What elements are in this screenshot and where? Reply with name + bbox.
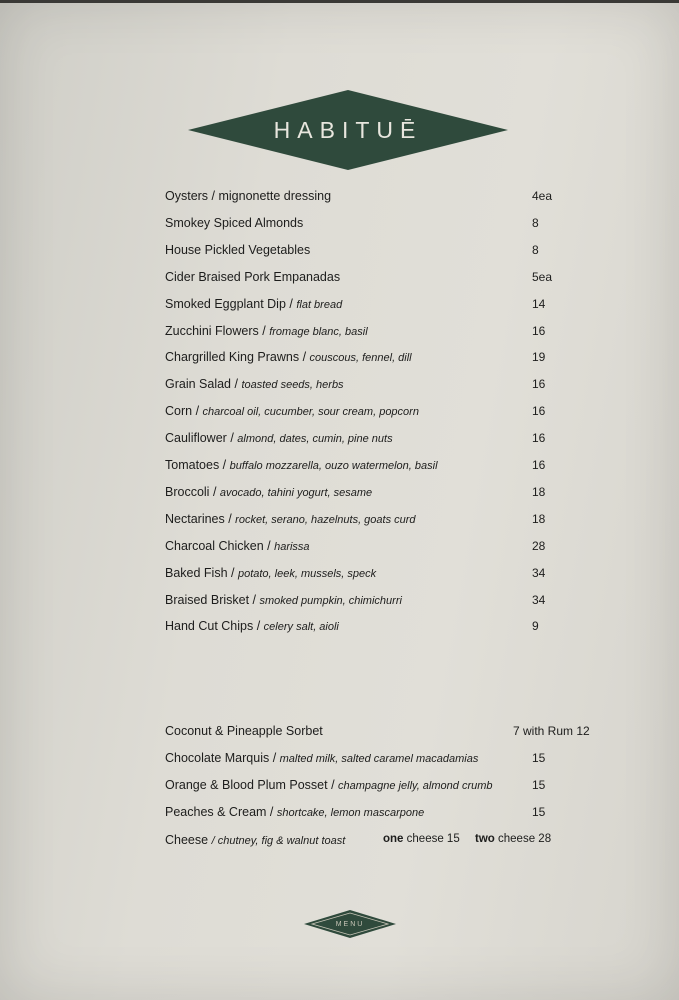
item-price: 16 (532, 431, 546, 446)
item-desc: fromage blanc, basil (269, 325, 368, 338)
item-name: Broccoli (165, 484, 210, 499)
item-name: Tomatoes (165, 458, 220, 472)
item-price: 34 (532, 592, 546, 607)
item-name: House Pickled Vegetables (165, 242, 311, 257)
item-separator: / (299, 350, 310, 365)
item-desc: couscous, fennel, dill (309, 352, 412, 365)
item-price: 9 (532, 619, 539, 634)
menu-item (165, 297, 525, 311)
item-price: 5ea (532, 269, 553, 284)
item-name: Smoked Eggplant Dip (165, 296, 286, 311)
item-price: 16 (532, 377, 546, 392)
item-desc: celery salt, aioli (263, 621, 339, 634)
menu-item (165, 216, 525, 230)
item-name: Oysters (165, 189, 209, 203)
menu-item (165, 593, 525, 607)
item-separator: / (269, 751, 280, 765)
menu-item (165, 377, 525, 391)
item-name: Corn (165, 404, 193, 419)
item-name: Grain Salad (165, 377, 232, 392)
item-desc: harissa (274, 540, 310, 553)
brand-logo (188, 90, 508, 170)
item-desc: toasted seeds, herbs (241, 379, 344, 392)
item-desc: avocado, tahini yogurt, sesame (219, 486, 373, 499)
cheese-one-price: one cheese 15 (383, 833, 460, 845)
top-edge (0, 0, 679, 3)
item-desc: smoked pumpkin, chimichurri (259, 594, 402, 607)
item-desc: charcoal oil, cucumber, sour cream, popcorn (202, 406, 419, 419)
item-separator: / (219, 458, 230, 472)
item-desc: shortcake, lemon mascarpone (276, 807, 425, 819)
item-desc: rocket, serano, hazelnuts, goats curd (235, 513, 416, 526)
menu-item-cheese (165, 833, 525, 847)
menu-item (165, 324, 525, 338)
item-name: Cider Braised Pork Empanadas (165, 269, 341, 284)
item-price: 14 (532, 296, 546, 311)
item-price: 7 with Rum 12 (513, 724, 590, 738)
item-separator: / (208, 189, 219, 203)
menu-item (165, 404, 525, 418)
item-price: 34 (532, 565, 546, 580)
item-desc: flat bread (296, 298, 343, 311)
menu-item (165, 270, 525, 284)
item-name: Baked Fish (165, 565, 228, 580)
item-separator: / (249, 592, 260, 607)
item-separator: / (253, 619, 264, 634)
item-separator: / (227, 565, 238, 580)
item-price: 15 (532, 751, 546, 765)
item-name: Chargrilled King Prawns (165, 350, 300, 365)
item-separator: / (266, 805, 277, 819)
menu-item (165, 189, 525, 203)
badge-label: MENU (335, 920, 365, 928)
item-name: Charcoal Chicken (165, 538, 264, 553)
menu-item (165, 458, 525, 472)
item-price: 16 (532, 458, 546, 472)
menu-footer-badge (304, 910, 396, 938)
item-name: Coconut & Pineapple Sorbet (165, 724, 323, 738)
menu-item (165, 485, 525, 499)
item-name: Orange & Blood Plum Posset (165, 778, 328, 792)
item-separator: / (209, 484, 220, 499)
item-price: 18 (532, 511, 546, 526)
item-price: 15 (532, 778, 546, 792)
item-price: 28 (532, 538, 546, 553)
item-separator: / (285, 296, 297, 311)
item-desc: buffalo mozzarella, ouzo watermelon, basil (229, 460, 438, 472)
item-price: 4ea (532, 189, 553, 203)
item-price: 15 (532, 805, 546, 819)
item-separator: / (231, 377, 242, 392)
item-separator: / (226, 431, 238, 446)
item-desc: potato, leek, mussels, speck (237, 567, 377, 580)
item-price: 16 (532, 323, 546, 338)
item-separator: / (327, 778, 339, 792)
item-price: 18 (532, 484, 546, 499)
menu-item (165, 566, 525, 580)
item-price: 16 (532, 404, 546, 419)
item-separator: / (192, 404, 203, 419)
menu-item (165, 243, 525, 257)
menu-item (165, 512, 525, 526)
item-desc: mignonette dressing (218, 189, 332, 203)
item-name: Cauliflower (165, 431, 227, 446)
brand-name: HABITUĒ (273, 116, 423, 143)
cheese-two-price: two cheese 28 (475, 833, 552, 845)
menu-item (165, 431, 525, 445)
item-desc: champagne jelly, almond crumb (338, 780, 493, 792)
item-desc: almond, dates, cumin, pine nuts (237, 433, 393, 446)
item-price: 19 (532, 350, 546, 365)
menu-item (165, 724, 525, 738)
item-name: Nectarines (165, 511, 225, 526)
item-separator: / (224, 511, 236, 526)
menu-item (165, 539, 525, 553)
menu-item (165, 350, 525, 364)
item-name: Braised Brisket (165, 592, 250, 607)
item-desc: malted milk, salted caramel macadamias (279, 753, 479, 765)
item-name: Smokey Spiced Almonds (165, 215, 304, 230)
item-name: Cheese (165, 833, 209, 847)
item-price: 8 (532, 242, 539, 257)
menu-item (165, 778, 525, 792)
item-name: Peaches & Cream (165, 805, 267, 819)
item-name: Hand Cut Chips (165, 619, 254, 634)
item-separator: / (258, 323, 270, 338)
item-separator: / (263, 538, 275, 553)
item-name: Zucchini Flowers (165, 323, 259, 338)
menu-item (165, 751, 525, 765)
item-name: Chocolate Marquis (165, 751, 270, 765)
menu-item (165, 619, 525, 633)
item-desc: / chutney, fig & walnut toast (211, 835, 346, 847)
item-price: 8 (532, 215, 539, 230)
menu-item (165, 805, 525, 819)
